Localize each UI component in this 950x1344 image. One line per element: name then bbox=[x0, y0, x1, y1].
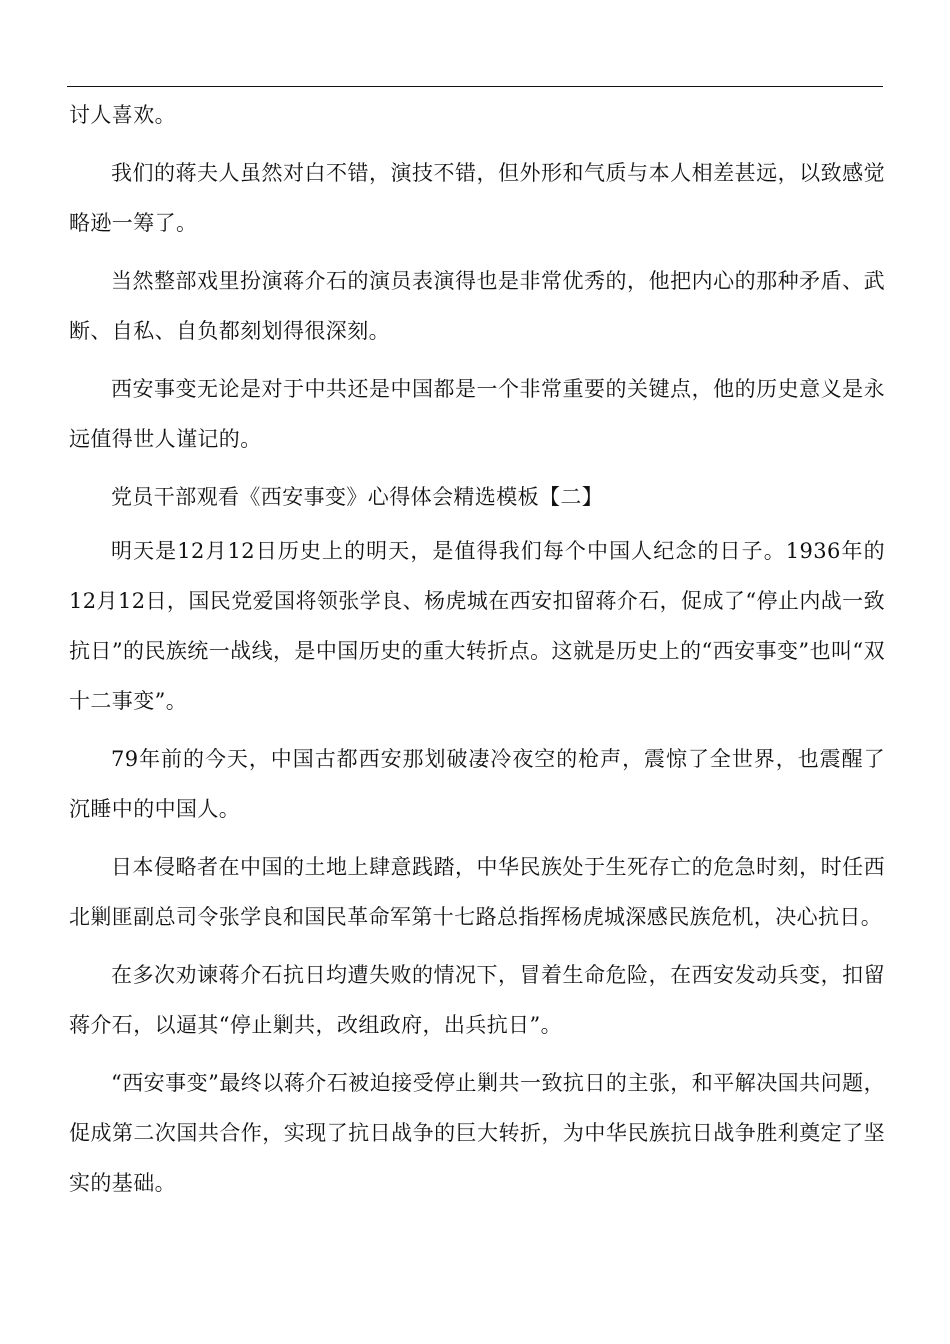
section-heading: 党员干部观看《西安事变》心得体会精选模板【二】 bbox=[111, 485, 604, 509]
paragraph-10: “西安事变”最终以蒋介石被迫接受停止剿共一致抗日的主张，和平解决国共问题，促成第二次国共合作，实现了抗日战争的巨大转折，为中华民族抗日战争胜利奠定了坚实的基础。 bbox=[69, 1071, 885, 1195]
paragraph-1: 讨人喜欢。 bbox=[69, 103, 176, 127]
paragraph-3: 当然整部戏里扮演蒋介石的演员表演得也是非常优秀的，他把内心的那种矛盾、武断、自私、自负都刻划得很深刻。 bbox=[69, 269, 885, 343]
header-rule bbox=[67, 86, 883, 87]
paragraph-4: 西安事变无论是对于中共还是中国都是一个非常重要的关键点，他的历史意义是永远值得世人谨记的。 bbox=[69, 377, 885, 451]
paragraph-8: 日本侵略者在中国的土地上肆意践踏，中华民族处于生死存亡的危急时刻，时任西北剿匪副总司令张学良和国民革命军第十七路总指挥杨虎城深感民族危机，决心抗日。 bbox=[69, 855, 885, 929]
paragraph-9: 在多次劝谏蒋介石抗日均遭失败的情况下，冒着生命危险，在西安发动兵变，扣留蒋介石，以逼其“停止剿共，改组政府，出兵抗日”。 bbox=[69, 963, 885, 1037]
paragraph-2: 我们的蒋夫人虽然对白不错，演技不错，但外形和气质与本人相差甚远，以致感觉略逊一筹了。 bbox=[69, 161, 885, 235]
document-body bbox=[69, 90, 885, 1216]
paragraph-6: 明天是12月12日历史上的明天，是值得我们每个中国人纪念的日子。1936年的12月12日，国民党爱国将领张学良、杨虎城在西安扣留蒋介石，促成了“停止内战一致抗日”的民族统一战线，是中国历史的重大转折点。这就是历史上的“西安事变”也叫“双十二事变”。 bbox=[69, 539, 885, 713]
paragraph-7: 79年前的今天，中国古都西安那划破凄冷夜空的枪声，震惊了全世界，也震醒了沉睡中的中国人。 bbox=[69, 747, 885, 821]
